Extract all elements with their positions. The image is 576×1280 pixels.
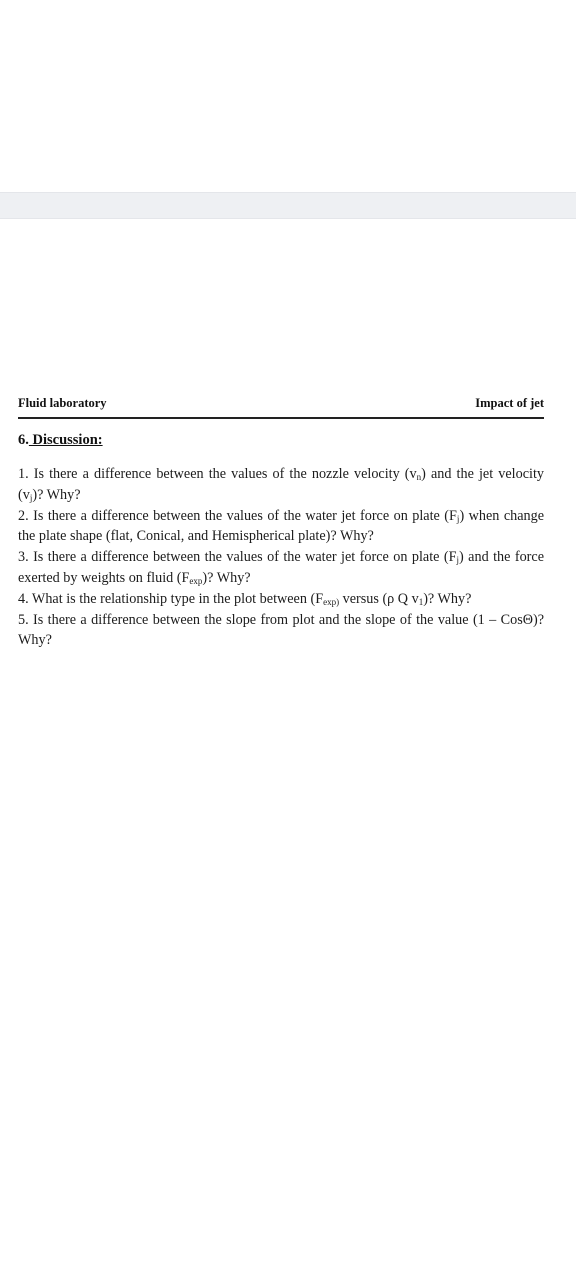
question-1 — [18, 464, 544, 506]
subscript: n — [416, 472, 422, 482]
question-4 — [18, 589, 544, 610]
question-text: )? Why? — [32, 486, 81, 503]
question-text: )? Why? — [423, 590, 472, 607]
subscript: exp) — [323, 596, 340, 607]
header-experiment-title: Impact of jet — [475, 396, 544, 410]
question-text: 5. Is there a difference between the slope from plot and the slope of the value (1 – CosΘ)? Why? — [18, 611, 544, 649]
question-text: ) when change the plate shape (flat, Conical, and Hemispherical plate)? Why? — [18, 507, 544, 545]
subscript: 1 — [418, 596, 424, 607]
section-number: 6. — [18, 432, 29, 448]
subscript: j — [456, 555, 460, 566]
section-heading — [18, 432, 103, 449]
subscript: j — [29, 492, 33, 503]
subscript: exp — [189, 575, 203, 586]
document-header — [18, 396, 544, 416]
question-2 — [18, 506, 544, 548]
question-text: 1. Is there a difference between the values of the nozzle velocity (v — [18, 466, 417, 482]
section-title — [29, 432, 103, 448]
header-course-title: Fluid laboratory — [18, 396, 107, 410]
question-text: 3. Is there a difference between the values of the water jet force on plate (F — [18, 549, 457, 566]
header-rule — [18, 417, 544, 419]
question-text: versus (ρ Q v — [339, 590, 419, 607]
subscript: j — [456, 513, 460, 524]
question-text: 4. What is the relationship type in the plot between (F — [18, 590, 324, 607]
question-5 — [18, 610, 544, 652]
question-text: 2. Is there a difference between the values of the water jet force on plate (F — [18, 507, 457, 524]
section-title-text: Discussion: — [32, 432, 103, 448]
top-gray-band — [0, 192, 576, 219]
question-text: ) and the jet velocity (v — [18, 466, 544, 503]
question-text: ) and the force exerted by weights on fluid (F — [18, 549, 544, 586]
question-text: )? Why? — [202, 569, 251, 586]
question-list — [18, 464, 544, 651]
question-3 — [18, 547, 544, 589]
